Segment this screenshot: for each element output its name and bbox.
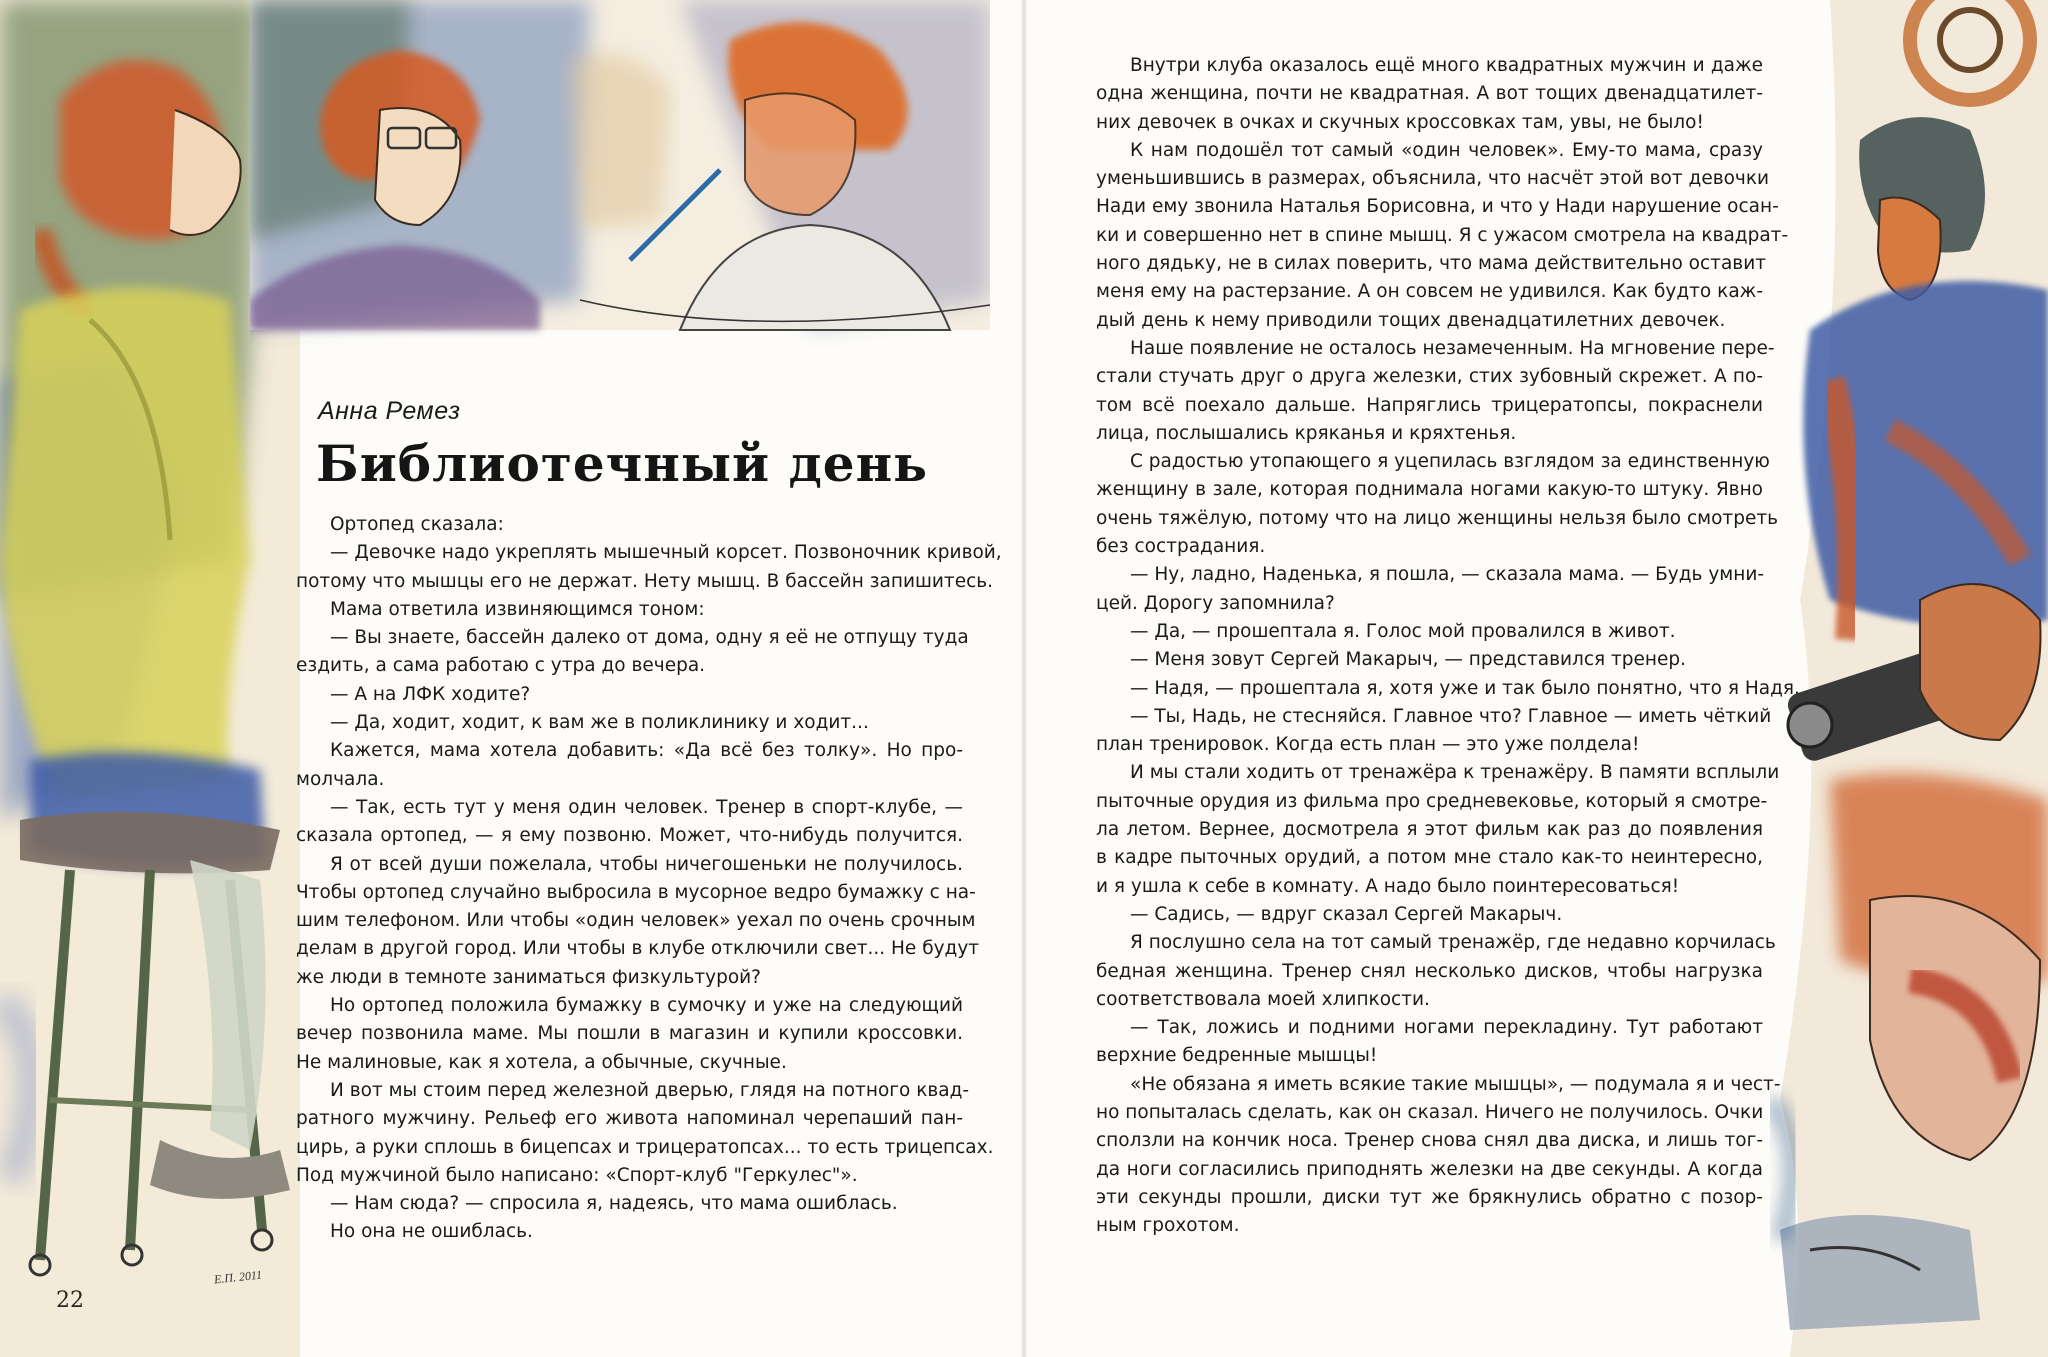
- text-line: том всё поехало дальше. Напряглись трицератопсы, покраснели: [1096, 394, 1763, 416]
- text-line: — Ну, ладно, Наденька, я пошла, — сказала мама. — Будь умни-: [1130, 564, 1765, 586]
- text-line: — Надя, — прошептала я, хотя уже и так было понятно, что я Надя.: [1130, 677, 1800, 699]
- text-line: соответствовала моей хлипкости.: [1096, 988, 1430, 1010]
- text-line: Наше появление не осталось незамеченным. На мгновение пере-: [1130, 337, 1775, 359]
- text-line: делам в другой город. Или чтобы в клубе отключили свет... Не будут: [296, 938, 980, 960]
- left-page-text: [296, 511, 1002, 1247]
- text-line: Внутри клуба оказалось ещё много квадратных мужчин и даже: [1130, 55, 1763, 76]
- text-line: шим телефоном. Или чтобы «один человек» уехал по очень срочным: [296, 910, 976, 932]
- text-line: — Ты, Надь, не стесняйся. Главное что? Главное — иметь чёткий: [1130, 705, 1772, 727]
- text-line: Нади ему звонила Наталья Борисовна, и что у Нади нарушение осан-: [1096, 196, 1779, 218]
- text-line: «Не обязана я иметь всякие такие мышцы», — подумала я и чест-: [1130, 1073, 1781, 1095]
- text-line: верхние бедренные мышцы!: [1096, 1045, 1378, 1067]
- text-line: вечер позвонила маме. Мы пошли в магазин и купили кроссовки.: [296, 1023, 963, 1045]
- text-line: эти секунды прошли, диски тут же брякнулись обратно с позор-: [1096, 1186, 1763, 1208]
- athletes-illustration: [1770, 0, 2048, 1357]
- text-line: бедная женщина. Тренер снял несколько дисков, чтобы нагрузка: [1096, 960, 1763, 982]
- text-line: Но она не ошиблась.: [330, 1221, 533, 1243]
- text-line: без сострадания.: [1096, 536, 1266, 558]
- text-line: дый день к нему приводили тощих двенадцатилетних девочек.: [1096, 309, 1726, 331]
- text-line: — Меня зовут Сергей Макарыч, — представился тренер.: [1130, 649, 1687, 671]
- two-women-illustration: [250, 0, 990, 365]
- text-line: — Так, ложись и подними ногами перекладину. Тут работают: [1130, 1017, 1763, 1039]
- text-line: меня ему на растерзание. А он совсем не удивился. Как будто каж-: [1096, 281, 1763, 303]
- text-line: ного дядьку, не в силах поверить, что мама действительно оставит: [1096, 253, 1766, 275]
- text-line: Кажется, мама хотела добавить: «Да всё без толку». Но про-: [330, 740, 963, 762]
- text-line: Не малиновые, как я хотела, а обычные, скучные.: [296, 1051, 787, 1073]
- text-line: — Так, есть тут у меня один человек. Тренер в спорт-клубе, —: [330, 796, 963, 818]
- text-line: цей. Дорогу запомнила?: [1096, 592, 1335, 614]
- illustrator-signature: Е.П. 2011: [213, 1267, 263, 1287]
- author-name: Анна Ремез: [318, 397, 461, 425]
- text-line: одна женщина, почти не квадратная. А вот тощих двенадцатилет-: [1096, 83, 1763, 105]
- text-line: Ортопед сказала:: [330, 514, 504, 535]
- text-line: — Вы знаете, бассейн далеко от дома, одну я её не отпущу туда: [330, 627, 969, 649]
- text-line: очень тяжёлую, потому что на лицо женщины нельзя было смотреть: [1096, 507, 1779, 529]
- text-line: — Садись, — вдруг сказал Сергей Макарыч.: [1130, 903, 1563, 925]
- text-line: план тренировок. Когда есть план — это уже полдела!: [1096, 734, 1640, 756]
- text-line: ла летом. Вернее, досмотрела я этот фильм как раз до появления: [1096, 819, 1763, 841]
- text-line: в кадре пыточных орудий, а потом мне стало как-то неинтересно,: [1096, 847, 1763, 869]
- text-line: Мама ответила извиняющимся тоном:: [330, 598, 705, 620]
- text-line: — Да, ходит, ходит, к вам же в поликлинику и ходит...: [330, 712, 869, 734]
- text-line: сказала ортопед, — я ему позвоню. Может, что-нибудь получится.: [296, 825, 963, 847]
- text-line: — Девочке надо укреплять мышечный корсет. Позвоночник кривой,: [330, 542, 1002, 564]
- text-line: молчала.: [296, 768, 385, 790]
- text-line: но попыталась сделать, как он сказал. Ничего не получилось. Очки: [1096, 1101, 1764, 1123]
- text-line: С радостью утопающего я уцепилась взглядом за единственную: [1130, 451, 1770, 473]
- text-line: цирь, а руки сплошь в бицепсах и трицератопсах... то есть трицепсах.: [296, 1136, 994, 1158]
- text-line: Я послушно села на тот самый тренажёр, где недавно корчилась: [1130, 932, 1776, 954]
- text-line: уменьшившись в размерах, объяснила, что насчёт этой вот девочки: [1096, 168, 1770, 190]
- text-line: — Да, — прошептала я. Голос мой провалился в живот.: [1130, 620, 1676, 642]
- text-line: Чтобы ортопед случайно выбросила в мусорное ведро бумажку с на-: [296, 881, 976, 903]
- text-line: женщину в зале, которая поднимала ногами какую-то штуку. Явно: [1096, 479, 1763, 501]
- text-line: и я ушла к себе в комнату. А надо было поинтересоваться!: [1096, 875, 1680, 897]
- text-line: Я от всей души пожелала, чтобы ничегошеньки не получилось.: [330, 853, 963, 875]
- text-line: И мы стали ходить от тренажёра к тренажёру. В памяти всплыли: [1130, 762, 1780, 784]
- text-line: К нам подошёл тот самый «один человек». Ему-то мама, сразу: [1130, 139, 1763, 161]
- text-line: пыточные орудия из фильма про средневековье, который я смотре-: [1096, 790, 1768, 812]
- text-line: лица, послышались кряканья и кряхтенья.: [1096, 422, 1517, 444]
- text-line: ездить, а сама работаю с утра до вечера.: [296, 655, 706, 677]
- story-title: Библиотечный день: [316, 434, 929, 493]
- text-line: них девочек в очках и скучных кроссовках там, увы, не было!: [1096, 111, 1704, 133]
- text-line: — А на ЛФК ходите?: [330, 683, 531, 705]
- text-line: ным грохотом.: [1096, 1215, 1240, 1237]
- text-line: И вот мы стоим перед железной дверью, глядя на потного квад-: [330, 1079, 970, 1101]
- right-page-text: [1096, 52, 1800, 1240]
- text-line: стали стучать друг о друга железки, стих зубовный скрежет. А по-: [1096, 366, 1763, 388]
- text-line: сползли на кончик носа. Тренер снова снял два диска, и лишь тог-: [1096, 1130, 1763, 1152]
- text-line: же люди в темноте заниматься физкультурой?: [296, 966, 761, 988]
- text-line: ки и совершенно нет в спине мышц. Я с ужасом смотрела на квадрат-: [1096, 224, 1789, 246]
- page-number-left: 22: [56, 1288, 84, 1313]
- text-line: Но ортопед положила бумажку в сумочку и уже на следующий: [330, 995, 963, 1017]
- text-line: Под мужчиной было написано: «Спорт-клуб "Геркулес"».: [296, 1164, 858, 1186]
- text-line: потому что мышцы его не держат. Нету мышц. В бассейн запишитесь.: [296, 570, 994, 592]
- text-line: ратного мужчину. Рельеф его живота напоминал черепаший пан-: [296, 1108, 963, 1130]
- text-line: — Нам сюда? — спросила я, надеясь, что мама ошиблась.: [330, 1193, 898, 1215]
- text-line: да ноги согласились приподнять железки на две секунды. А когда: [1096, 1158, 1763, 1180]
